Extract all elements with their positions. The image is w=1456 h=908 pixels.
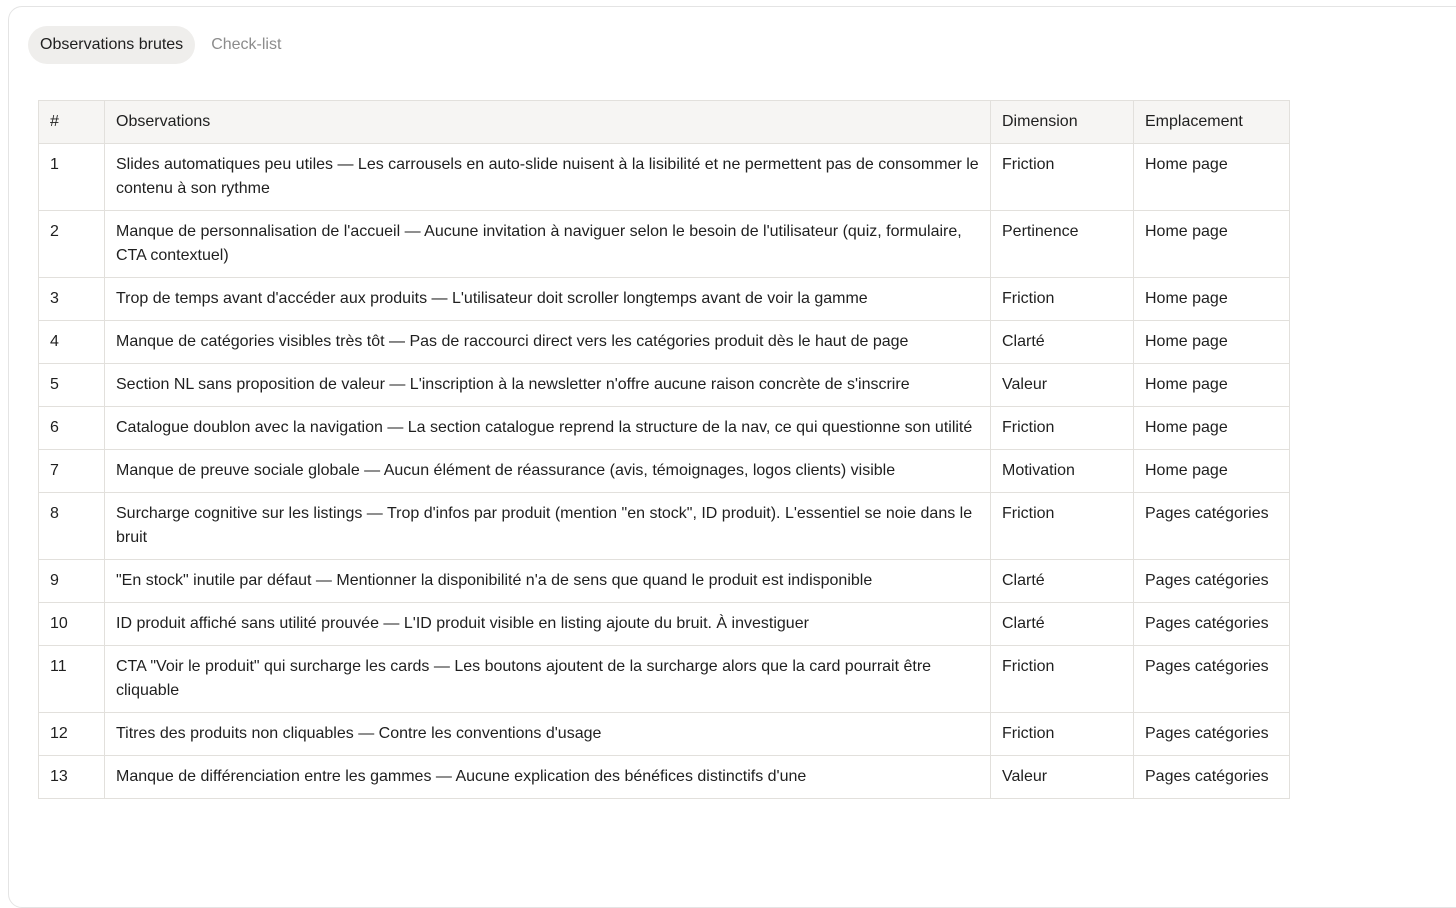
- row-dimension: Friction: [991, 493, 1134, 560]
- row-dimension: Friction: [991, 646, 1134, 713]
- row-observation: Titres des produits non cliquables — Contre les conventions d'usage: [105, 713, 991, 756]
- table-row: [39, 756, 1290, 799]
- row-location: Home page: [1134, 364, 1290, 407]
- row-number: 3: [39, 278, 105, 321]
- row-location: Pages catégories: [1134, 646, 1290, 713]
- column-header-location: Emplacement: [1134, 101, 1290, 144]
- row-number: 12: [39, 713, 105, 756]
- table-row: [39, 211, 1290, 278]
- observations-table: [38, 100, 1290, 799]
- column-header-number: #: [39, 101, 105, 144]
- row-number: 4: [39, 321, 105, 364]
- row-location: Home page: [1134, 278, 1290, 321]
- table-row: [39, 321, 1290, 364]
- row-dimension: Valeur: [991, 364, 1134, 407]
- row-location: Home page: [1134, 450, 1290, 493]
- row-location: Home page: [1134, 321, 1290, 364]
- table-header-row: [39, 101, 1290, 144]
- table-row: [39, 646, 1290, 713]
- row-dimension: Friction: [991, 144, 1134, 211]
- row-observation: "En stock" inutile par défaut — Mentionner la disponibilité n'a de sens que quand le produit est indisponible: [105, 560, 991, 603]
- row-location: Pages catégories: [1134, 560, 1290, 603]
- row-observation: CTA "Voir le produit" qui surcharge les cards — Les boutons ajoutent de la surcharge alors que la card pourrait être cliquable: [105, 646, 991, 713]
- table-row: [39, 364, 1290, 407]
- table-row: [39, 713, 1290, 756]
- row-dimension: Clarté: [991, 321, 1134, 364]
- tab-observations-brutes[interactable]: Observations brutes: [28, 26, 195, 64]
- row-number: 8: [39, 493, 105, 560]
- row-dimension: Pertinence: [991, 211, 1134, 278]
- row-location: Pages catégories: [1134, 603, 1290, 646]
- table-row: [39, 450, 1290, 493]
- row-observation: Trop de temps avant d'accéder aux produits — L'utilisateur doit scroller longtemps avant de voir la gamme: [105, 278, 991, 321]
- row-observation: Manque de différenciation entre les gammes — Aucune explication des bénéfices distinctifs d'une: [105, 756, 991, 799]
- row-observation: Manque de personnalisation de l'accueil — Aucune invitation à naviguer selon le besoin de l'utilisateur (quiz, formulaire, CTA contextuel): [105, 211, 991, 278]
- row-dimension: Friction: [991, 278, 1134, 321]
- row-observation: Catalogue doublon avec la navigation — La section catalogue reprend la structure de la nav, ce qui questionne son utilité: [105, 407, 991, 450]
- row-number: 9: [39, 560, 105, 603]
- row-dimension: Friction: [991, 407, 1134, 450]
- row-observation: ID produit affiché sans utilité prouvée — L'ID produit visible en listing ajoute du bruit. À investiguer: [105, 603, 991, 646]
- row-observation: Manque de catégories visibles très tôt — Pas de raccourci direct vers les catégories produit dès le haut de page: [105, 321, 991, 364]
- row-dimension: Clarté: [991, 560, 1134, 603]
- row-number: 1: [39, 144, 105, 211]
- row-dimension: Clarté: [991, 603, 1134, 646]
- tab-check-list[interactable]: Check-list: [211, 36, 282, 53]
- row-number: 13: [39, 756, 105, 799]
- row-observation: Section NL sans proposition de valeur — L'inscription à la newsletter n'offre aucune raison concrète de s'inscrire: [105, 364, 991, 407]
- row-location: Home page: [1134, 407, 1290, 450]
- row-location: Pages catégories: [1134, 493, 1290, 560]
- table-row: [39, 560, 1290, 603]
- row-dimension: Valeur: [991, 756, 1134, 799]
- tab-bar: [28, 26, 293, 64]
- row-number: 5: [39, 364, 105, 407]
- table-row: [39, 407, 1290, 450]
- row-dimension: Friction: [991, 713, 1134, 756]
- row-number: 10: [39, 603, 105, 646]
- table-row: [39, 493, 1290, 560]
- table-row: [39, 603, 1290, 646]
- row-location: Pages catégories: [1134, 756, 1290, 799]
- table-row: [39, 144, 1290, 211]
- row-location: Pages catégories: [1134, 713, 1290, 756]
- row-number: 6: [39, 407, 105, 450]
- column-header-observations: Observations: [105, 101, 991, 144]
- row-location: Home page: [1134, 211, 1290, 278]
- row-observation: Surcharge cognitive sur les listings — Trop d'infos par produit (mention "en stock", ID produit). L'essentiel se noie dans le bruit: [105, 493, 991, 560]
- row-number: 2: [39, 211, 105, 278]
- table-row: [39, 278, 1290, 321]
- row-observation: Manque de preuve sociale globale — Aucun élément de réassurance (avis, témoignages, logos clients) visible: [105, 450, 991, 493]
- row-dimension: Motivation: [991, 450, 1134, 493]
- row-observation: Slides automatiques peu utiles — Les carrousels en auto-slide nuisent à la lisibilité et ne permettent pas de consommer le contenu à son rythme: [105, 144, 991, 211]
- row-number: 7: [39, 450, 105, 493]
- row-location: Home page: [1134, 144, 1290, 211]
- row-number: 11: [39, 646, 105, 713]
- column-header-dimension: Dimension: [991, 101, 1134, 144]
